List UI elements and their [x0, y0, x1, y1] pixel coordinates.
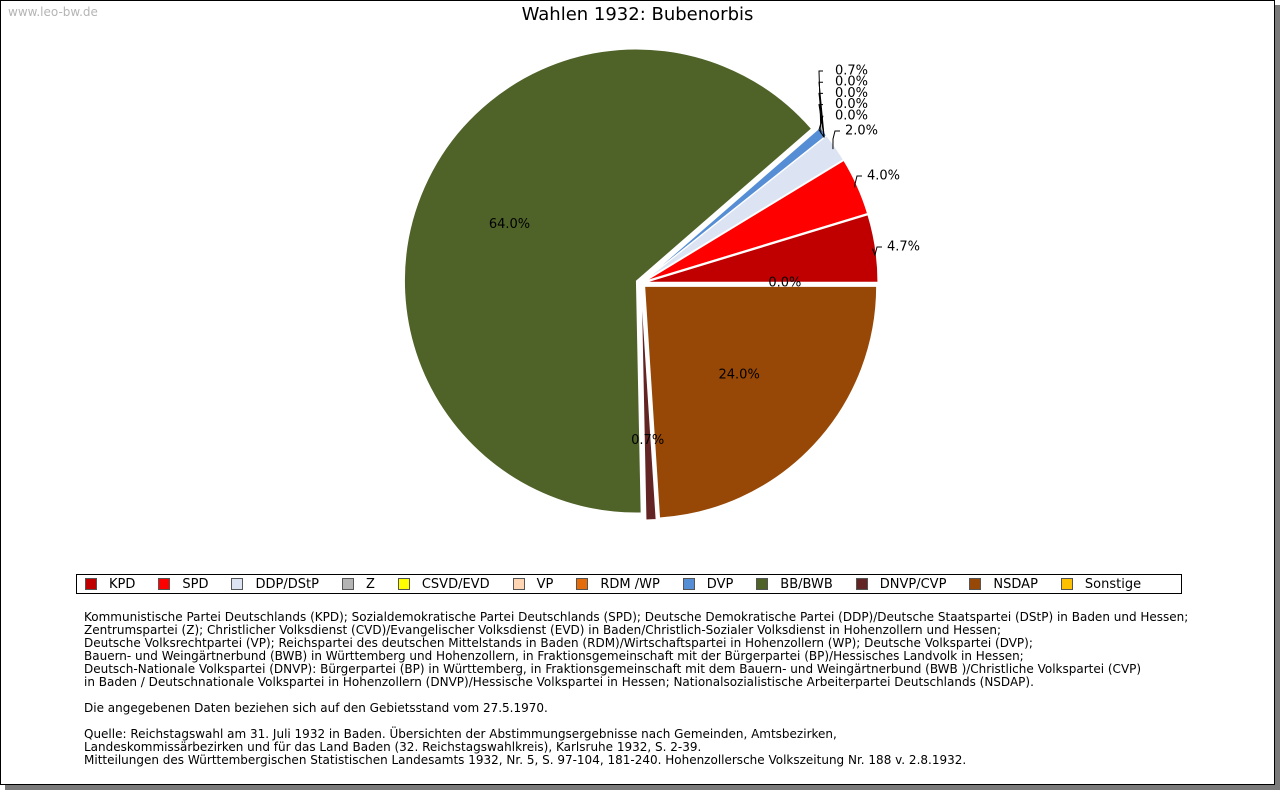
- source-line: Mitteilungen des Württembergischen Statistischen Landesamts 1932, Nr. 5, S. 97-104, 181-240. Hohenzollersche Volkszeitung Nr. 188 v. 2.8.1932.: [84, 753, 967, 767]
- legend-item-sonstige: [1061, 577, 1141, 592]
- notes: [84, 611, 1188, 780]
- legend-item-bb-bwb: [756, 577, 832, 592]
- data-label-dnvp-cvp: 0.7%: [631, 433, 665, 449]
- legend-label: NSDAP: [993, 576, 1038, 592]
- legend: [76, 574, 1182, 594]
- source-notes: [84, 728, 1188, 767]
- data-label-kpd: 4.7%: [887, 239, 921, 255]
- party-note-line: Deutsche Volksrechtpartei (VP); Reichspartei des deutschen Mittelstands in Baden (RDM)/Wirtschaftspartei in Hohenzollern (WP); Deutsche Volkspartei (DVP);: [84, 636, 1033, 650]
- legend-swatch: [231, 578, 243, 590]
- party-note-line: Kommunistische Partei Deutschlands (KPD); Sozialdemokratische Partei Deutschlands (SPD); Deutsche Demokratische Partei (DDP)/Deutsche Staatspartei (DStP) in Baden und Hessen;: [84, 610, 1189, 624]
- legend-swatch: [683, 578, 695, 590]
- legend-item-dvp: [683, 577, 734, 592]
- data-label-spd: 4.0%: [867, 168, 901, 184]
- party-note-line: in Baden / Deutschnationale Volkspartei in Hohenzollern (DNVP)/Hessische Volkspartei in Hessen; Nationalsozialistische Arbeiterpartei Deutschlands (NSDAP).: [84, 675, 1034, 689]
- data-label-vp: 0.0%: [835, 85, 869, 101]
- data-label-sonstige: 0.0%: [768, 275, 802, 291]
- legend-item-dnvp-cvp: [856, 577, 947, 592]
- legend-item-nsdap: [969, 577, 1038, 592]
- data-label-z: 0.0%: [835, 108, 869, 124]
- legend-swatch: [856, 578, 868, 590]
- legend-swatch: [85, 578, 97, 590]
- gebietsstand-note: Die angegebenen Daten beziehen sich auf den Gebietsstand vom 27.5.1970.: [84, 701, 548, 715]
- source-line: Landeskommissärbezirken und für das Land Baden (32. Reichstagswahlkreis), Karlsruhe 1932, S. 2-39.: [84, 740, 702, 754]
- legend-swatch: [576, 578, 588, 590]
- legend-label: BB/BWB: [780, 576, 833, 592]
- data-label-nsdap: 24.0%: [718, 367, 760, 383]
- data-label-dvp: 0.7%: [835, 63, 869, 79]
- legend-item-spd: [158, 577, 208, 592]
- data-label-rdm-wp: 0.0%: [835, 74, 869, 90]
- legend-label: RDM /WP: [600, 576, 660, 592]
- legend-label: DDP/DStP: [255, 576, 319, 592]
- chart-title: Wahlen 1932: Bubenorbis: [521, 4, 754, 25]
- legend-swatch: [513, 578, 525, 590]
- legend-swatch: [342, 578, 354, 590]
- legend-label: SPD: [182, 576, 209, 592]
- legend-swatch: [969, 578, 981, 590]
- data-label-bb-bwb: 64.0%: [488, 217, 531, 233]
- legend-label: Z: [365, 576, 375, 592]
- legend-item-csvd-evd: [398, 577, 490, 592]
- legend-item-kpd: [85, 577, 135, 592]
- legend-label: DVP: [706, 576, 734, 592]
- legend-label: CSVD/EVD: [421, 576, 490, 592]
- legend-label: Sonstige: [1084, 576, 1142, 592]
- legend-label: KPD: [109, 576, 136, 592]
- data-label-ddp-dstp: 2.0%: [845, 123, 879, 139]
- watermark: www.leo-bw.de: [8, 5, 98, 19]
- pie-chart: [1, 1, 1274, 571]
- legend-item-z: [342, 577, 375, 592]
- legend-label: VP: [536, 576, 554, 592]
- source-line: Quelle: Reichstagswahl am 31. Juli 1932 in Baden. Übersichten der Abstimmungsergebnisse nach Gemeinden, Amtsbezirken,: [84, 727, 837, 741]
- party-note-line: Deutsch-Nationale Volkspartei (DNVP): Bürgerpartei (BP) in Württemberg, in Fraktionsgemeinschaft mit dem Bauern- und Weingärtnerbund (BWB )/Christliche Volkspartei (CVP): [84, 662, 1142, 676]
- legend-swatch: [1061, 578, 1073, 590]
- party-notes: [84, 611, 1188, 689]
- legend-swatch: [398, 578, 410, 590]
- legend-item-ddp-dstp: [231, 577, 318, 592]
- legend-swatch: [756, 578, 768, 590]
- data-label-csvd-evd: 0.0%: [835, 97, 869, 113]
- legend-item-vp: [513, 577, 554, 592]
- legend-item-rdm-wp: [576, 577, 659, 592]
- party-note-line: Zentrumspartei (Z); Christlicher Volksdienst (CVD)/Evangelischer Volksdienst (EVD) in Baden/Christlich-Sozialer Volksdienst in Hohenzollern und Hessen;: [84, 623, 1002, 637]
- pie-slice-nsdap: [645, 286, 877, 518]
- party-note-line: Bauern- und Weingärtnerbund (BWB) in Württemberg und Hohenzollern, in Fraktionsgemeinschaft mit der Bürgerpartei (BP)/Hessisches Landvolk in Hessen;: [84, 649, 1024, 663]
- legend-label: DNVP/CVP: [879, 576, 947, 592]
- legend-swatch: [158, 578, 170, 590]
